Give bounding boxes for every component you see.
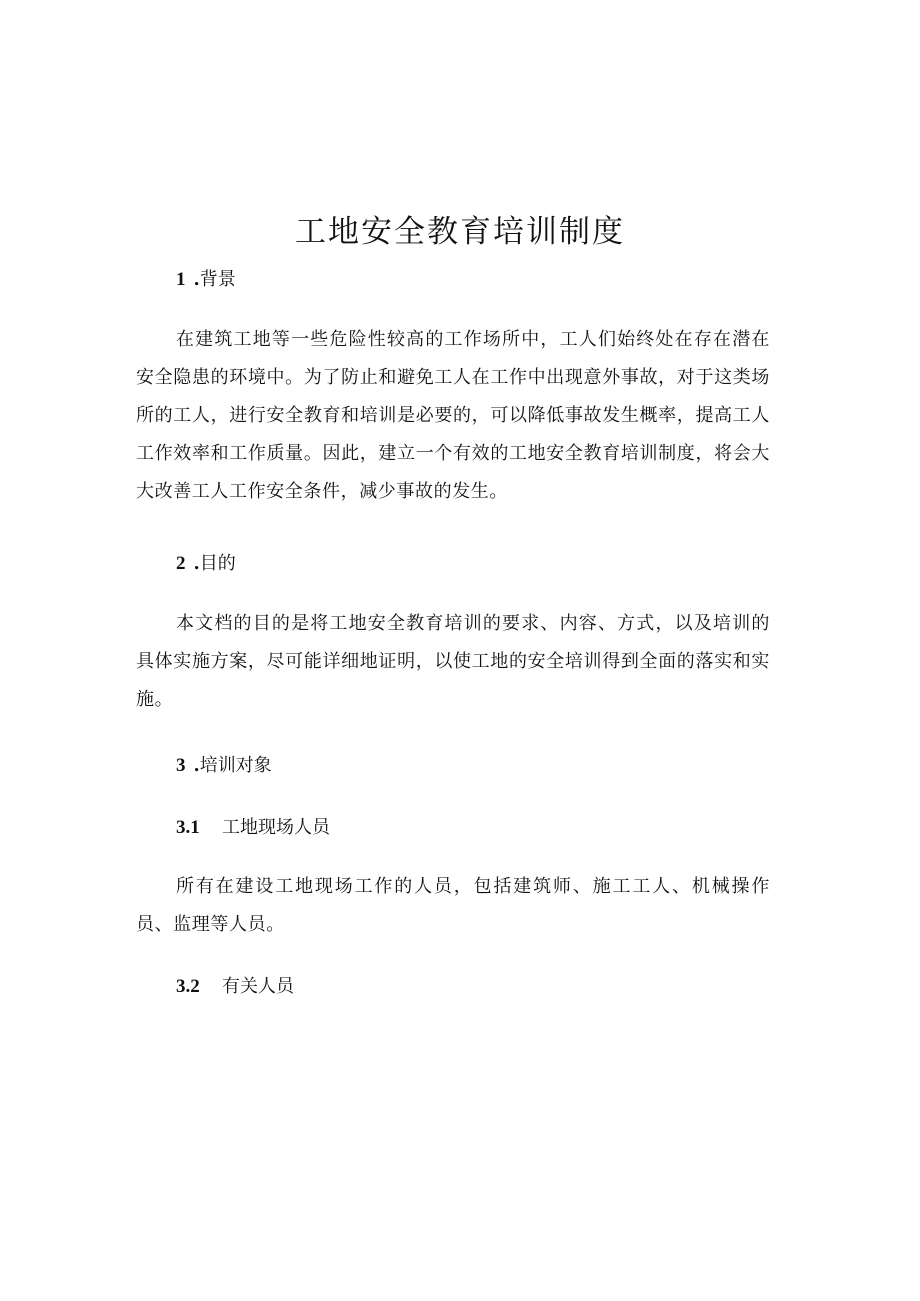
- section-dot: .: [193, 269, 200, 290]
- subsection-number: 3.2: [176, 976, 200, 997]
- subsection-3-1-heading: [176, 814, 330, 842]
- subsection-title: 有关人员: [222, 976, 294, 997]
- subsection-3-1-body: 所有在建设工地现场工作的人员，包括建筑师、施工工人、机械操作员、监理等人员。: [136, 876, 770, 935]
- section-title: 背景: [199, 269, 236, 290]
- subsection-title: 工地现场人员: [222, 817, 330, 838]
- section-1-body: 在建筑工地等一些危险性较高的工作场所中，工人们始终处在存在潜在安全隐患的环境中。为了防止和避免工人在工作中出现意外事故，对于这类场所的工人，进行安全教育和培训是必要的，可以降低事故发生概率，提高工人工作效率和工作质量。因此，建立一个有效的工地安全教育培训制度，将会大大改善工人工作安全条件，减少事故的发生。: [136, 329, 770, 502]
- section-2-body: 本文档的目的是将工地安全教育培训的要求、内容、方式，以及培训的具体实施方案，尽可能详细地证明，以使工地的安全培训得到全面的落实和实施。: [136, 613, 770, 710]
- section-title: 目的: [199, 553, 236, 574]
- subsection-number: 3.1: [176, 817, 200, 838]
- section-dot: .: [193, 553, 200, 574]
- section-number: 1: [176, 269, 186, 290]
- document-title: 工地安全教育培训制度: [295, 214, 625, 250]
- section-number: 2: [176, 553, 186, 574]
- section-2-heading: [176, 550, 236, 578]
- section-dot: .: [193, 755, 200, 776]
- subsection-3-2-heading: [176, 973, 294, 1001]
- section-1-heading: [176, 266, 236, 294]
- section-3-heading: [176, 752, 272, 780]
- section-number: 3: [176, 755, 186, 776]
- section-title: 培训对象: [199, 755, 272, 776]
